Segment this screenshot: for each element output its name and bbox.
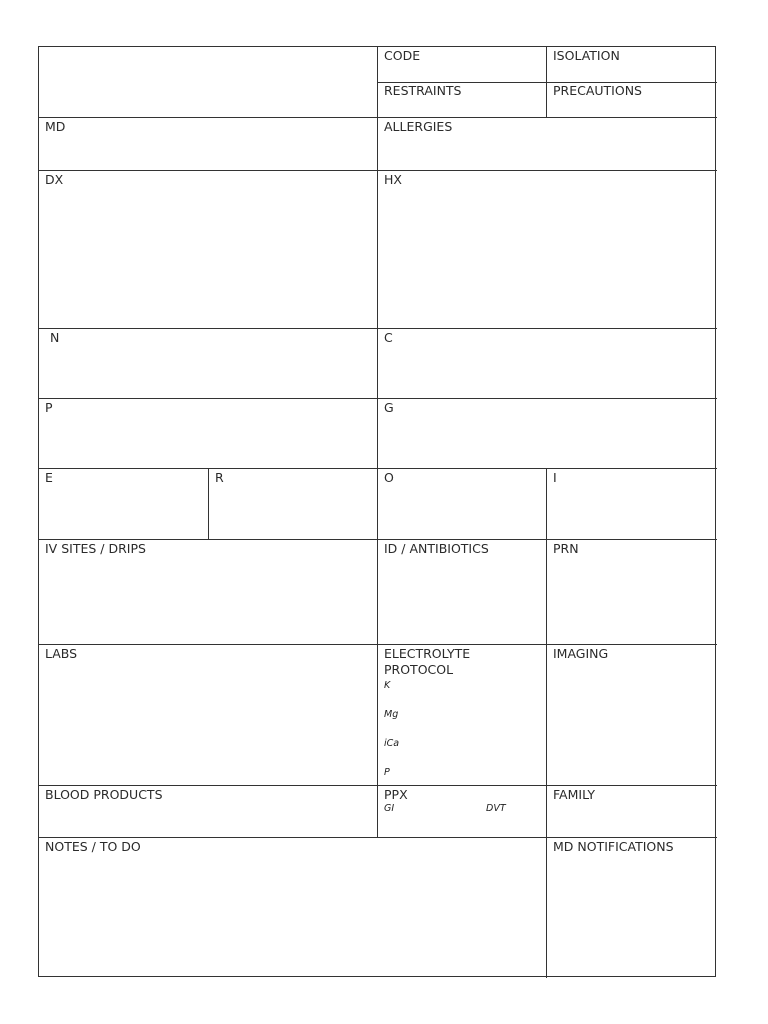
imaging-label: IMAGING <box>553 646 609 661</box>
divider-center-column <box>377 47 378 837</box>
p-label: P <box>45 400 53 415</box>
dx-label: DX <box>45 172 64 187</box>
divider-right-header <box>546 47 547 117</box>
prn-label: PRN <box>553 541 579 556</box>
o-label: O <box>384 470 394 485</box>
divider-er <box>208 468 209 539</box>
divider-blood-bottom <box>39 837 717 838</box>
divider-e-bottom <box>39 539 717 540</box>
divider-dx-bottom <box>39 328 717 329</box>
ppx-gi: GI <box>384 803 395 814</box>
electrolyte-ica: iCa <box>384 738 400 749</box>
electrolyte-k: K <box>384 680 391 691</box>
iv-sites-label: IV SITES / DRIPS <box>45 541 146 556</box>
divider-labs-bottom <box>39 785 717 786</box>
divider-header-bottom <box>39 117 717 118</box>
r-label: R <box>215 470 224 485</box>
isolation-label: ISOLATION <box>553 48 620 63</box>
divider-right-lower <box>546 539 547 978</box>
blood-products-label: BLOOD PRODUCTS <box>45 787 163 802</box>
code-label: CODE <box>384 48 421 63</box>
divider-p-bottom <box>39 468 717 469</box>
electrolyte-p: P <box>384 767 390 778</box>
electrolyte-protocol-label: ELECTROLYTE PROTOCOL <box>384 646 471 677</box>
nursing-report-sheet <box>38 46 716 977</box>
ppx-label: PPX <box>384 787 408 802</box>
restraints-label: RESTRAINTS <box>384 83 462 98</box>
notes-label: NOTES / TO DO <box>45 839 141 854</box>
divider-md-bottom <box>39 170 717 171</box>
divider-n-bottom <box>39 398 717 399</box>
labs-label: LABS <box>45 646 78 661</box>
id-antibiotics-label: ID / ANTIBIOTICS <box>384 541 489 556</box>
c-label: C <box>384 330 393 345</box>
electrolyte-mg: Mg <box>384 709 399 720</box>
i-label: I <box>553 470 557 485</box>
g-label: G <box>384 400 394 415</box>
hx-label: HX <box>384 172 402 187</box>
precautions-label: PRECAUTIONS <box>553 83 642 98</box>
ppx-dvt: DVT <box>486 803 506 814</box>
n-label: N <box>50 330 60 345</box>
allergies-label: ALLERGIES <box>384 119 453 134</box>
md-notifications-label: MD NOTIFICATIONS <box>553 839 674 854</box>
e-label: E <box>45 470 53 485</box>
divider-oi <box>546 468 547 539</box>
md-label: MD <box>45 119 66 134</box>
divider-iv-bottom <box>39 644 717 645</box>
family-label: FAMILY <box>553 787 596 802</box>
